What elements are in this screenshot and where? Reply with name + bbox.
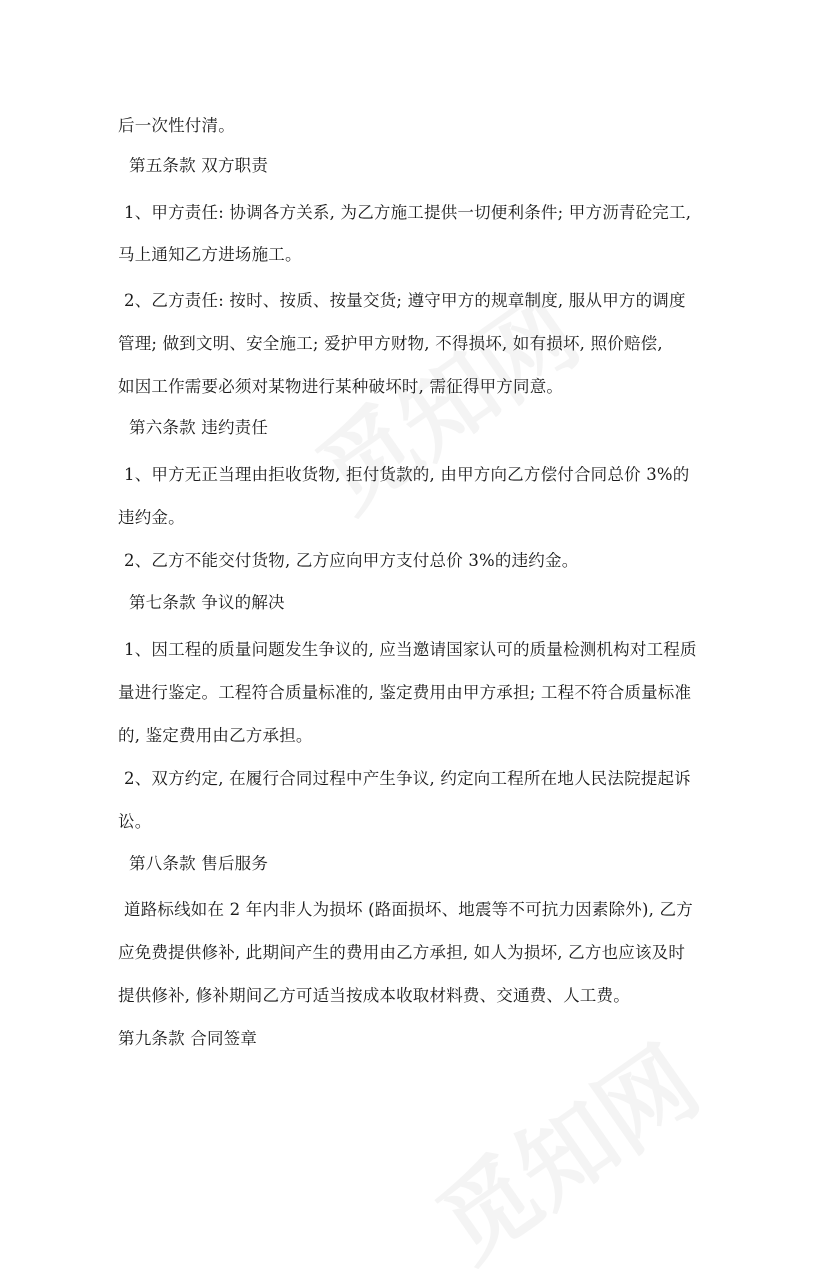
- paragraph-line: 违约金。: [118, 508, 185, 527]
- paragraph-line: 2、乙方不能交付货物, 乙方应向甲方支付总价 3%的违约金。: [124, 551, 579, 570]
- watermark-bottom: [407, 1010, 721, 1287]
- section-heading-9: 第九条款 合同签章: [118, 1029, 258, 1048]
- paragraph-line: 后一次性付清。: [118, 116, 235, 135]
- paragraph-line: 管理; 做到文明、安全施工; 爱护甲方财物, 不得损坏, 如有损坏, 照价赔偿,: [118, 334, 663, 353]
- paragraph-line: 1、甲方无正当理由拒收货物, 拒付货款的, 由甲方向乙方偿付合同总价 3%的: [124, 465, 690, 484]
- section-heading-5: 第五条款 双方职责: [129, 156, 269, 175]
- paragraph-line: 马上通知乙方进场施工。: [118, 245, 302, 264]
- paragraph-line: 2、乙方责任: 按时、按质、按量交货; 遵守甲方的规章制度, 服从甲方的调度: [124, 291, 686, 310]
- paragraph-line: 量进行鉴定。工程符合质量标准的, 鉴定费用由甲方承担; 工程不符合质量标准: [118, 683, 692, 702]
- paragraph-line: 如因工作需要必须对某物进行某种破坏时, 需征得甲方同意。: [118, 377, 564, 396]
- paragraph-line: 的, 鉴定费用由乙方承担。: [118, 726, 313, 745]
- paragraph-line: 1、甲方责任: 协调各方关系, 为乙方施工提供一切便利条件; 甲方沥青砼完工,: [124, 203, 692, 222]
- paragraph-line: 道路标线如在 2 年内非人为损坏 (路面损坏、地震等不可抗力因素除外), 乙方: [124, 900, 693, 919]
- paragraph-line: 提供修补, 修补期间乙方可适当按成本收取材料费、交通费、人工费。: [118, 986, 630, 1005]
- paragraph-line: 讼。: [118, 812, 152, 831]
- section-heading-7: 第七条款 争议的解决: [129, 593, 285, 612]
- section-heading-8: 第八条款 售后服务: [129, 854, 269, 873]
- paragraph-line: 1、因工程的质量问题发生争议的, 应当邀请国家认可的质量检测机构对工程质: [124, 640, 697, 659]
- section-heading-6: 第六条款 违约责任: [129, 418, 269, 437]
- paragraph-line: 应免费提供修补, 此期间产生的费用由乙方承担, 如人为损坏, 乙方也应该及时: [118, 943, 686, 962]
- paragraph-line: 2、双方约定, 在履行合同过程中产生争议, 约定向工程所在地人民法院提起诉: [124, 769, 691, 788]
